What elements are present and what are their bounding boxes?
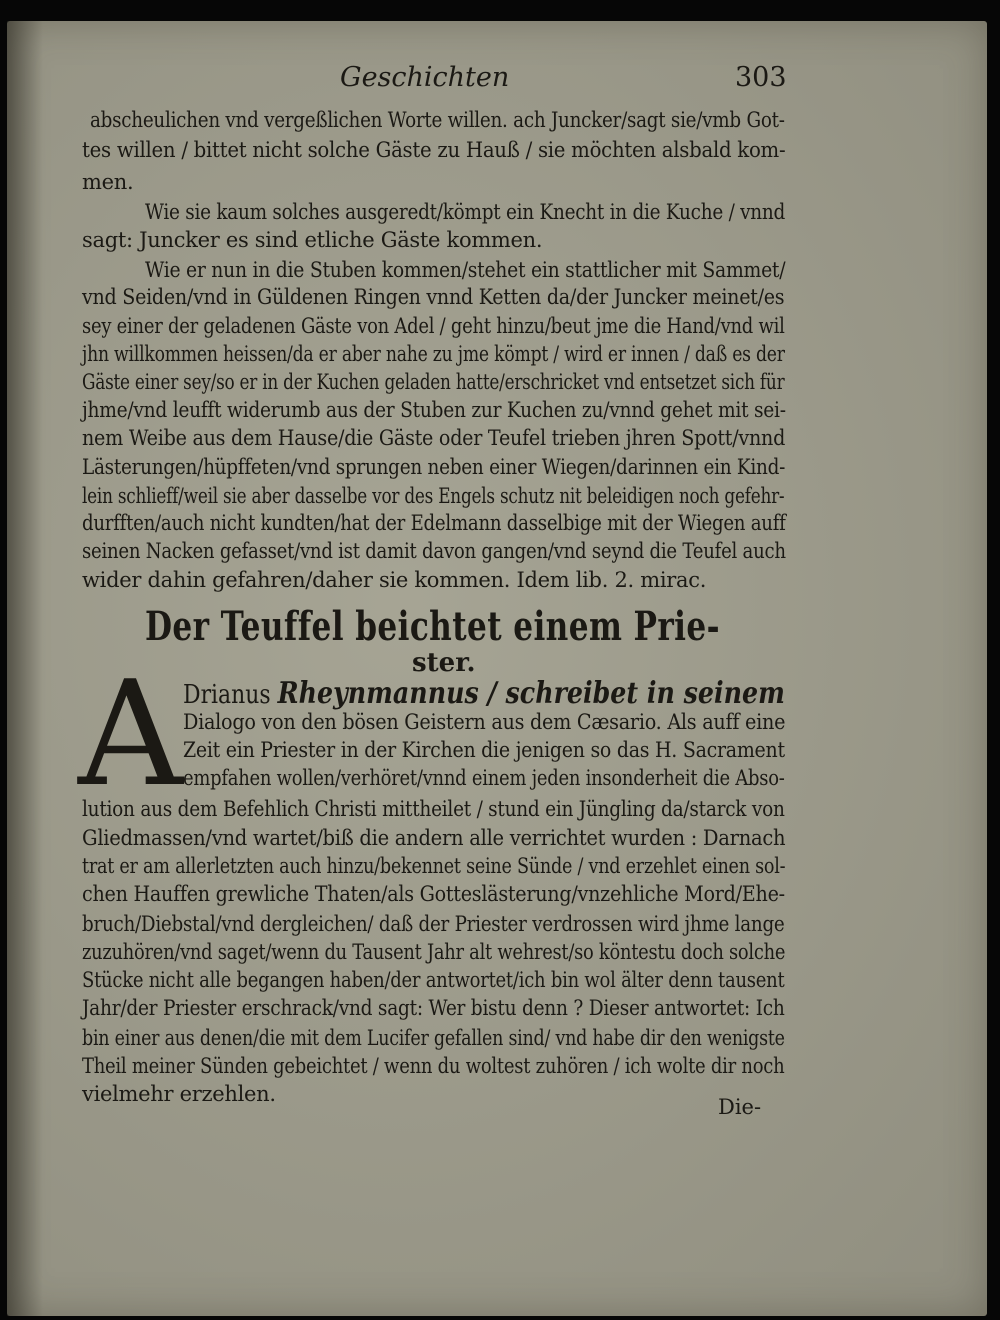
text-line: bin einer aus denen/die mit dem Lucifer gefallen sind/ vnd habe dir den wenigste <box>82 1026 785 1050</box>
paragraph-second-first-line <box>183 676 785 711</box>
text-line: seinen Nacken gefasset/vnd ist damit davon gangen/vnd seynd die Teufel auch <box>82 539 786 563</box>
text-line: empfahen wollen/verhöret/vnnd einem jeden insonderheit die Abso- <box>183 766 785 790</box>
catchword: Die- <box>718 1095 762 1119</box>
page-number: 303 <box>735 62 787 93</box>
section-title-line-1: Der Teuffel beichtet einem Prie- <box>145 603 720 650</box>
text-line: Stücke nicht alle begangen haben/der antwortet/ich bin wol älter denn tausent <box>82 968 785 992</box>
text-line: Dialogo von den bösen Geistern aus dem Cæsario. Als auff eine <box>183 710 786 734</box>
text-line: Gliedmassen/vnd wartet/biß die andern alle verrichtet wurden : Darnach <box>82 826 786 850</box>
text-line: wider dahin gefahren/daher sie kommen. Idem lib. 2. mirac. <box>82 568 707 592</box>
running-head: Geschichten <box>340 62 510 93</box>
text-line: zuzuhören/vnd saget/wenn du Tausent Jahr alt wehrest/so köntestu doch solche <box>82 940 786 964</box>
text-line: chen Hauffen grewliche Thaten/als Gotteslästerung/vnzehliche Mord/Ehe- <box>82 882 785 906</box>
author-name: Rheynmannus / schreibet in seinem <box>277 676 785 711</box>
text-line: Gäste einer sey/so er in der Kuchen geladen hatte/erschricket vnd entsetzet sich für <box>82 370 785 394</box>
page-gutter-shadow <box>7 21 43 1316</box>
text-line: jhn willkommen heissen/da er aber nahe zu jme kömpt / wird er innen / daß es der <box>82 342 785 366</box>
text-line: tes willen / bittet nicht solche Gäste zu Hauß / sie möchten alsbald kom- <box>82 138 786 162</box>
text-line: abscheulichen vnd vergeßlichen Worte willen. ach Juncker/sagt sie/vmb Got- <box>90 108 785 132</box>
text-line: sey einer der geladenen Gäste von Adel / geht hinzu/beut jme die Hand/vnd wil <box>82 314 785 338</box>
text-line: sagt: Juncker es sind etliche Gäste kommen. <box>82 228 543 252</box>
text-line: lein schlieff/weil sie aber dasselbe vor des Engels schutz nit beleidigen noch gefehr- <box>82 484 785 508</box>
text-line: men. <box>82 170 134 194</box>
text-line: Zeit ein Priester in der Kirchen die jenigen so das H. Sacrament <box>183 738 785 762</box>
text-line: vnd Seiden/vnd in Güldenen Ringen vnnd Ketten da/der Juncker meinet/es <box>82 285 785 309</box>
text-line: vielmehr erzehlen. <box>82 1082 276 1106</box>
first-line-prefix: Drianus <box>183 680 271 710</box>
text-line: trat er am allerletzten auch hinzu/bekennet seine Sünde / vnd erzehlet einen sol- <box>82 854 786 878</box>
text-line: Wie sie kaum solches ausgeredt/kömpt ein Knecht in die Kuche / vnnd <box>145 200 786 224</box>
text-line: nem Weibe aus dem Hause/die Gäste oder Teufel trieben jhren Spott/vnnd <box>82 426 786 450</box>
text-line: durfften/auch nicht kundten/hat der Edelmann dasselbige mit der Wiegen auff <box>82 511 786 535</box>
text-line: Theil meiner Sünden gebeichtet / wenn du woltest zuhören / ich wolte dir noch <box>82 1054 785 1078</box>
text-line: Lästerungen/hüpffeten/vnd sprungen neben einer Wiegen/darinnen ein Kind- <box>82 455 786 479</box>
text-line: Wie er nun in die Stuben kommen/stehet ein stattlicher mit Sammet/ <box>145 258 786 282</box>
text-line: bruch/Diebstal/vnd dergleichen/ daß der Priester verdrossen wird jhme lange <box>82 912 785 936</box>
text-line: lution aus dem Befehlich Christi mittheilet / stund ein Jüngling da/starck von <box>82 797 785 821</box>
section-title-line-2: ster. <box>412 648 476 678</box>
text-line: Jahr/der Priester erschrack/vnd sagt: Wer bistu denn ? Dieser antwortet: Ich <box>82 996 785 1020</box>
text-line: jhme/vnd leufft widerumb aus der Stuben zur Kuchen zu/vnnd gehet mit sei- <box>82 398 786 422</box>
drop-cap: A <box>78 650 183 819</box>
